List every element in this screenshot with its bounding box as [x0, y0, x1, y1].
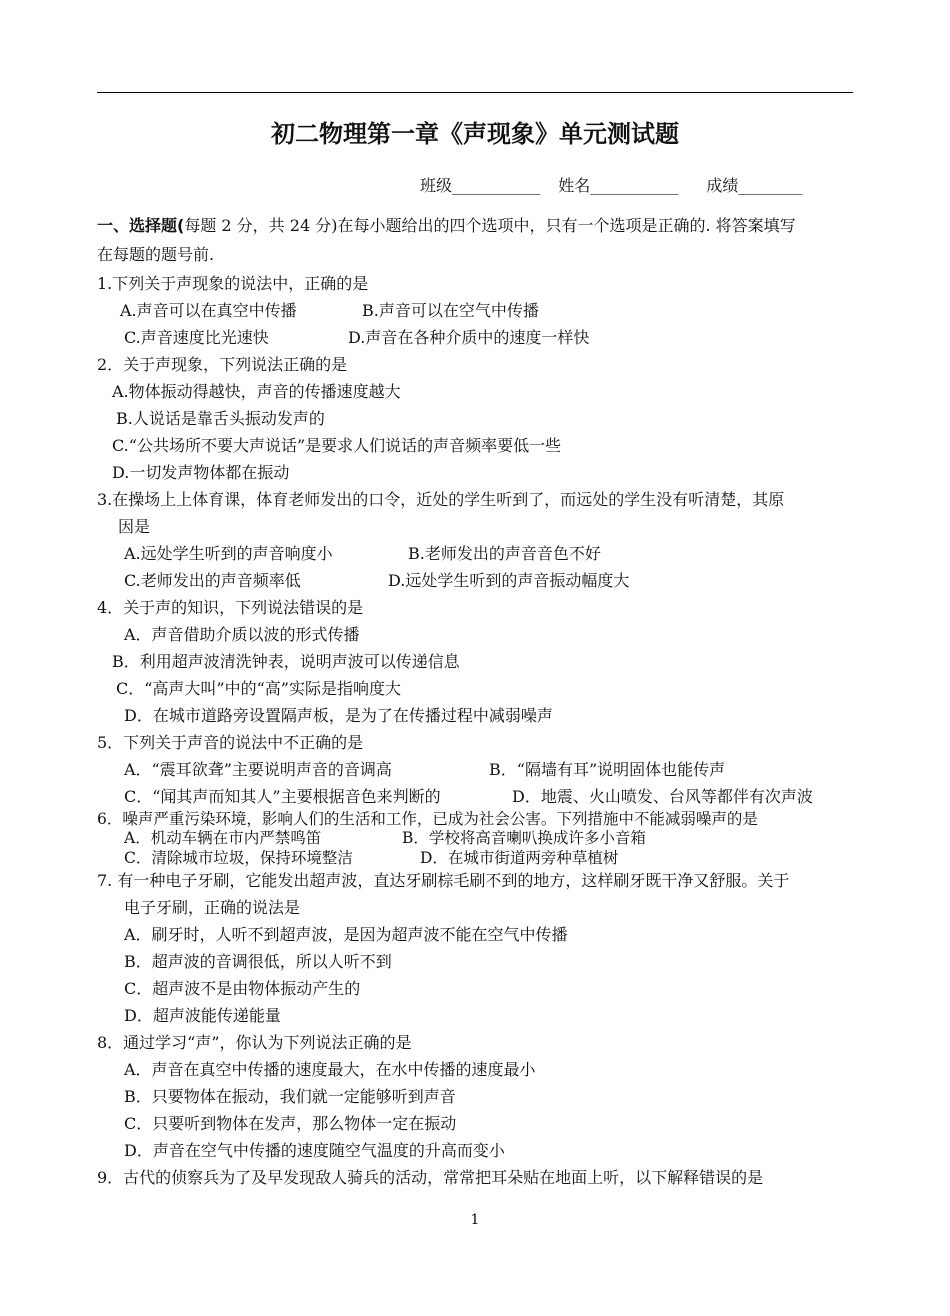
- q3-option-d: D.远处学生听到的声音振动幅度大: [388, 571, 630, 590]
- q5-options-cd: [124, 785, 813, 809]
- q4-option-d: D．在城市道路旁设置隔声板，是为了在传播过程中减弱噪声: [124, 706, 553, 725]
- q6-option-a: A．机动车辆在市内严禁鸣笛: [124, 829, 322, 847]
- section-label: 一、选择题(: [97, 216, 185, 235]
- q7-stem-1: 7. 有一种电子牙刷，它能发出超声波，直达牙刷棕毛刷不到的地方，这样刷牙既干净又舒服。关于: [97, 871, 790, 890]
- q5-option-b: B．“隔墙有耳”说明固体也能传声: [489, 760, 726, 779]
- q5-option-c: C．“闻其声而知其人”主要根据音色来判断的: [124, 787, 441, 806]
- q3-stem-1: 3.在操场上上体育课，体育老师发出的口令，近处的学生听到了，而远处的学生没有听清楚，其原: [97, 490, 785, 509]
- class-field: 班级___________: [420, 176, 541, 195]
- q7-option-a: A．刷牙时，人听不到超声波，是因为超声波不能在空气中传播: [124, 925, 568, 944]
- q3-options-cd: [124, 569, 629, 593]
- q8-option-a: A．声音在真空中传播的速度最大，在水中传播的速度最小: [124, 1060, 536, 1079]
- q9-stem: 9．古代的侦察兵为了及早发现敌人骑兵的活动，常常把耳朵贴在地面上听，以下解释错误的是: [97, 1168, 764, 1187]
- section-desc-2: 在每题的题号前.: [97, 245, 215, 264]
- q4-option-b: B．利用超声波清洗钟表，说明声波可以传递信息: [112, 652, 460, 671]
- q7-option-c: C．超声波不是由物体振动产生的: [124, 979, 361, 998]
- q1-options-ab: [120, 299, 539, 323]
- q7-stem-2: 电子牙刷，正确的说法是: [124, 898, 301, 917]
- q1-option-b: B.声音可以在空气中传播: [362, 301, 539, 320]
- q3-option-a: A.远处学生听到的声音响度小: [124, 544, 333, 563]
- q2-option-c: C.“公共场所不要大声说话”是要求人们说话的声音频率要低一些: [112, 436, 562, 455]
- q6-stem: 6．噪声严重污染环境，影响人们的生活和工作，已成为社会公害。下列措施中不能减弱噪声的是: [97, 810, 758, 828]
- student-info: [420, 174, 802, 198]
- q6-option-b: B．学校将高音喇叭换成许多小音箱: [402, 829, 646, 847]
- page-title: 初二物理第一章《声现象》单元测试题: [271, 120, 679, 148]
- q3-stem-2: 因是: [118, 517, 151, 536]
- q5-options-ab: [124, 758, 725, 782]
- q5-option-d: D．地震、火山喷发、台风等都伴有次声波: [512, 787, 813, 806]
- q1-option-c: C.声音速度比光速快: [124, 328, 269, 347]
- q3-option-b: B.老师发出的声音音色不好: [408, 544, 601, 563]
- score-field: 成绩________: [706, 176, 803, 195]
- q6-option-d: D．在城市街道两旁种草植树: [420, 849, 619, 867]
- q1-stem: 1.下列关于声现象的说法中，正确的是: [97, 274, 369, 293]
- q3-options-ab: [124, 542, 601, 566]
- q4-stem: 4．关于声的知识，下列说法错误的是: [97, 598, 364, 617]
- q8-option-b: B．只要物体在振动，我们就一定能够听到声音: [124, 1087, 456, 1106]
- header-rule: [97, 92, 853, 93]
- q7-option-d: D．超声波能传递能量: [124, 1006, 281, 1025]
- q8-option-d: D．声音在空气中传播的速度随空气温度的升高而变小: [124, 1141, 505, 1160]
- q6-option-c: C．清除城市垃圾，保持环境整洁: [124, 849, 353, 867]
- q5-option-a: A．“震耳欲聋”主要说明声音的音调高: [124, 760, 392, 779]
- q1-options-cd: [124, 326, 589, 350]
- q2-option-d: D.一切发声物体都在振动: [112, 463, 290, 482]
- q3-option-c: C.老师发出的声音频率低: [124, 571, 301, 590]
- q8-option-c: C．只要听到物体在发声，那么物体一定在振动: [124, 1114, 457, 1133]
- q1-option-d: D.声音在各种介质中的速度一样快: [348, 328, 590, 347]
- section-header: [97, 214, 796, 238]
- q4-option-a: A．声音借助介质以波的形式传播: [124, 625, 360, 644]
- q7-option-b: B．超声波的音调很低，所以人听不到: [124, 952, 392, 971]
- q5-stem: 5．下列关于声音的说法中不正确的是: [97, 733, 364, 752]
- q6-options-cd: [124, 846, 618, 870]
- q8-stem: 8．通过学习“声”，你认为下列说法正确的是: [97, 1033, 412, 1052]
- q2-option-a: A.物体振动得越快，声音的传播速度越大: [112, 382, 401, 401]
- q2-option-b: B.人说话是靠舌头振动发声的: [116, 409, 325, 428]
- q4-option-c: C．“高声大叫”中的“高”实际是指响度大: [116, 679, 401, 698]
- q1-option-a: A.声音可以在真空中传播: [120, 301, 297, 320]
- page-number: 1: [470, 1212, 480, 1228]
- section-desc-1: 每题 2 分，共 24 分)在每小题给出的四个选项中，只有一个选项是正确的. 将答案填写: [184, 216, 796, 235]
- name-field: 姓名___________: [558, 176, 679, 195]
- q2-stem: 2．关于声现象，下列说法正确的是: [97, 355, 348, 374]
